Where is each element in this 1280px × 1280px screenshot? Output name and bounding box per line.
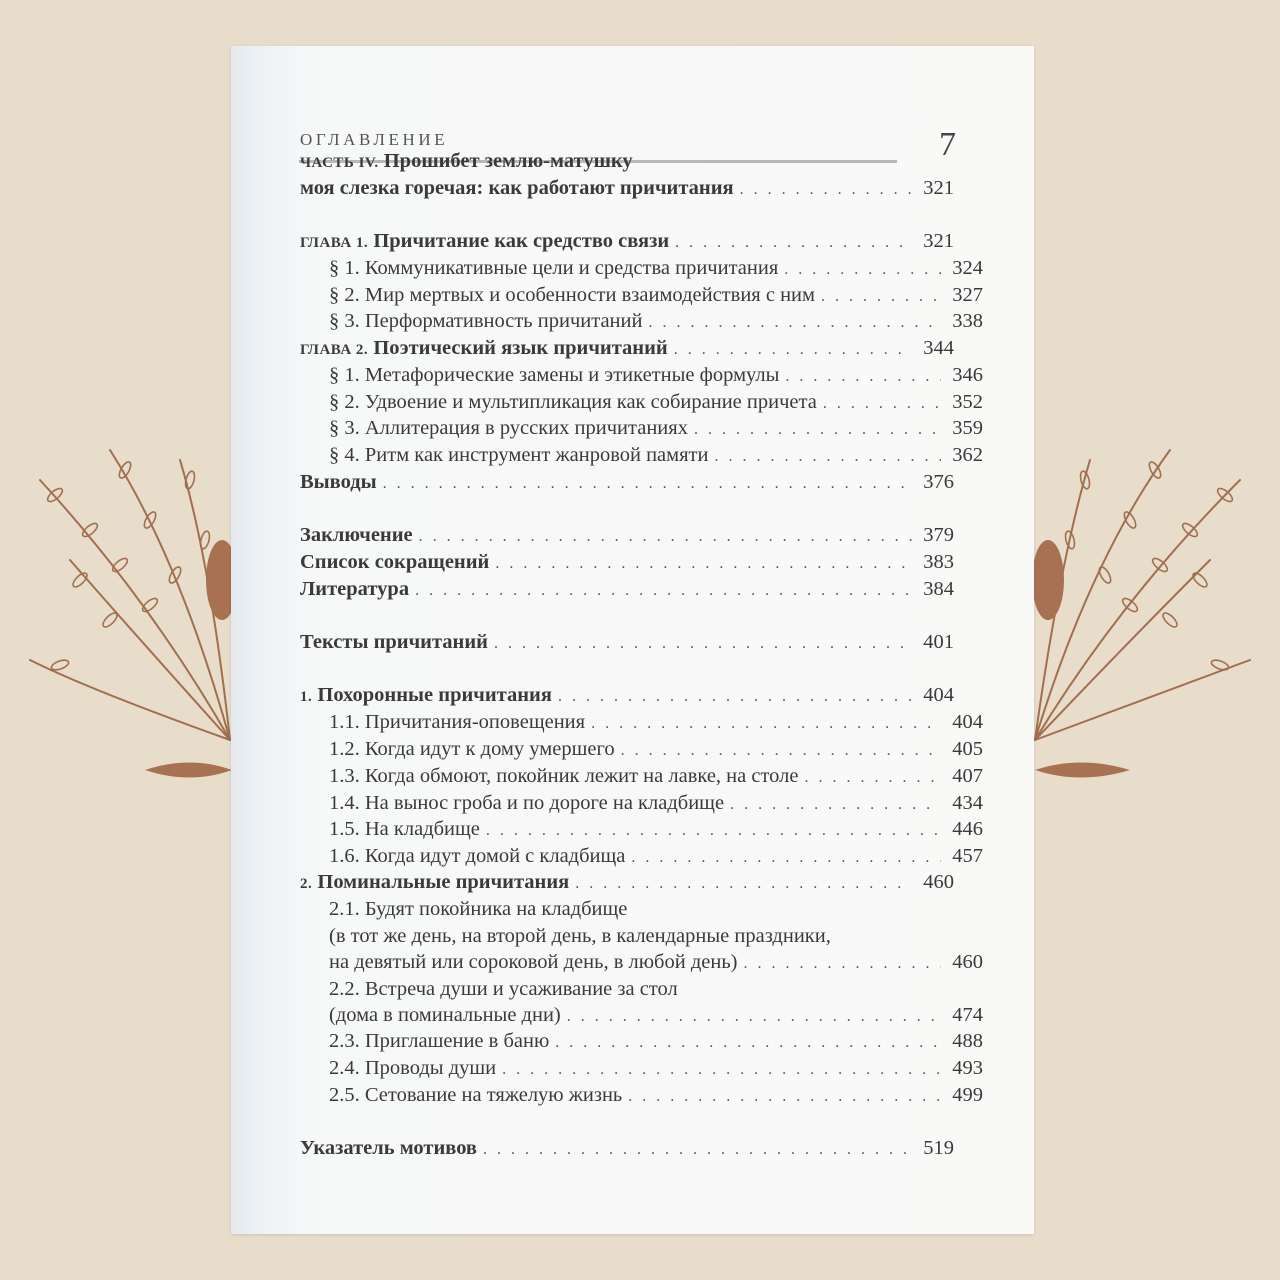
toc-entry-page: 404: [923, 684, 954, 706]
toc-entry-page: 446: [952, 818, 983, 840]
toc-entry: [300, 709, 983, 736]
toc-entry-page: 474: [952, 1004, 983, 1026]
toc-entry-title: § 1. Коммуникативные цели и средства причитания: [329, 257, 779, 279]
toc-entry-page: 519: [923, 1137, 954, 1159]
toc-entry: [300, 469, 954, 496]
toc-entry-title: Заключение: [300, 524, 413, 546]
toc-entry-title: 1. Похоронные причитания: [300, 684, 552, 706]
toc-entry: [300, 389, 983, 416]
toc-entry: [300, 923, 983, 950]
toc-entry: [300, 362, 983, 389]
toc-entry: [300, 976, 983, 1003]
toc-entry: [300, 682, 954, 709]
toc-entry-page: 324: [952, 257, 983, 279]
toc-entry-title: 2.2. Встреча души и усаживание за стол: [329, 978, 678, 1000]
toc-entry: [300, 175, 954, 202]
toc-entry-page: 405: [952, 738, 983, 760]
toc-entry: [300, 736, 983, 763]
toc-entry-page: 346: [952, 364, 983, 386]
toc-entry: [300, 1028, 983, 1055]
toc-entry-page: 321: [923, 230, 954, 252]
toc-entry-page: 376: [923, 471, 954, 493]
toc-entry-title: 2.4. Проводы души: [329, 1057, 497, 1079]
toc-entry-title: 1.3. Когда обмоют, покойник лежит на лавке, на столе: [329, 765, 799, 787]
toc-entry: [300, 522, 954, 549]
toc-entry: [300, 255, 983, 282]
toc-entry-page: 352: [952, 391, 983, 413]
toc-entry-title: 1.4. На вынос гроба и по дороге на кладбище: [329, 792, 725, 814]
toc-entry-title: (в тот же день, на второй день, в календарные праздники,: [329, 925, 831, 947]
toc-entry-page: 401: [923, 631, 954, 653]
toc-entry-page: 457: [952, 845, 983, 867]
toc-entry-title: ГЛАВА 1. Причитание как средство связи: [300, 230, 670, 252]
toc-entry: [300, 629, 954, 656]
book-page: [231, 46, 1034, 1234]
toc-entry-title: § 2. Удвоение и мультипликация как собирание причета: [329, 391, 817, 413]
toc-entry-title: 1.1. Причитания-оповещения: [329, 711, 586, 733]
toc-entry-title: ЧАСТЬ IV. Прошибет землю-матушку: [300, 150, 633, 172]
toc-entry-page: 362: [952, 444, 983, 466]
toc-entry-title: Список сокращений: [300, 551, 490, 573]
toc-entry: [300, 869, 954, 896]
toc-entry-title: § 1. Метафорические замены и этикетные формулы: [329, 364, 780, 386]
toc-entry-title: 2.1. Будят покойника на кладбище: [329, 898, 628, 920]
toc-entry: [300, 949, 983, 976]
toc-entry: [300, 228, 954, 255]
toc-entry-page: 460: [952, 951, 983, 973]
toc-entry-page: 499: [952, 1084, 983, 1106]
toc-entry: [300, 1002, 983, 1029]
toc-entry-page: 321: [923, 177, 954, 199]
toc-entry-title: § 3. Аллитерация в русских причитаниях: [329, 417, 688, 439]
toc-entry-page: 327: [952, 284, 983, 306]
toc-entry-title: (дома в поминальные дни): [329, 1004, 561, 1026]
toc-entry: [300, 148, 954, 175]
toc-entry-title: § 3. Перформативность причитаний: [329, 310, 643, 332]
toc-entry: [300, 1135, 954, 1162]
toc-entry-page: 359: [952, 417, 983, 439]
toc-entry: [300, 415, 983, 442]
toc-entry-page: 383: [923, 551, 954, 573]
toc-entry-title: Тексты причитаний: [300, 631, 488, 653]
toc-entry: [300, 335, 954, 362]
toc-entry-title: Указатель мотивов: [300, 1137, 478, 1159]
toc-entry-title: на девятый или сороковой день, в любой день): [329, 951, 738, 973]
toc-entry-page: 407: [952, 765, 983, 787]
toc-entry: [300, 549, 954, 576]
toc-entry-title: моя слезка горечая: как работают причитания: [300, 177, 734, 199]
toc-entry: [300, 790, 983, 817]
toc-entry-title: ГЛАВА 2. Поэтический язык причитаний: [300, 337, 668, 359]
toc-entry-page: 344: [923, 337, 954, 359]
toc-entry-title: 1.6. Когда идут домой с кладбища: [329, 845, 626, 867]
toc-entry-title: Выводы: [300, 471, 377, 493]
toc-entry: [300, 576, 954, 603]
toc-entry: [300, 763, 983, 790]
toc-entry-page: 384: [923, 578, 954, 600]
toc-entry-page: 493: [952, 1057, 983, 1079]
toc-entry: [300, 1082, 983, 1109]
toc-entry-title: § 4. Ритм как инструмент жанровой памяти: [329, 444, 709, 466]
toc-entry-title: 1.2. Когда идут к дому умершего: [329, 738, 615, 760]
page-number: 7: [939, 126, 956, 163]
toc-entry: [300, 1055, 983, 1082]
toc-entry: [300, 442, 983, 469]
toc-entry: [300, 308, 983, 335]
toc-entry: [300, 282, 983, 309]
toc-entry-page: 338: [952, 310, 983, 332]
toc-entry-page: 434: [952, 792, 983, 814]
running-head: ОГЛАВЛЕНИЕ: [300, 130, 449, 149]
toc-entry-title: 2.5. Сетование на тяжелую жизнь: [329, 1084, 623, 1106]
toc-entry-page: 488: [952, 1030, 983, 1052]
toc-entry-page: 379: [923, 524, 954, 546]
toc-entry: [300, 896, 983, 923]
toc-entry-page: 404: [952, 711, 983, 733]
toc-entry-title: 2.3. Приглашение в баню: [329, 1030, 550, 1052]
toc-entry-title: § 2. Мир мертвых и особенности взаимодействия с ним: [329, 284, 815, 306]
toc-entry-page: 460: [923, 871, 954, 893]
toc-entry: [300, 816, 983, 843]
toc-entry-title: 1.5. На кладбище: [329, 818, 480, 840]
toc-entry: [300, 843, 983, 870]
toc-entry-title: Литература: [300, 578, 410, 600]
toc-entry-title: 2. Поминальные причитания: [300, 871, 570, 893]
